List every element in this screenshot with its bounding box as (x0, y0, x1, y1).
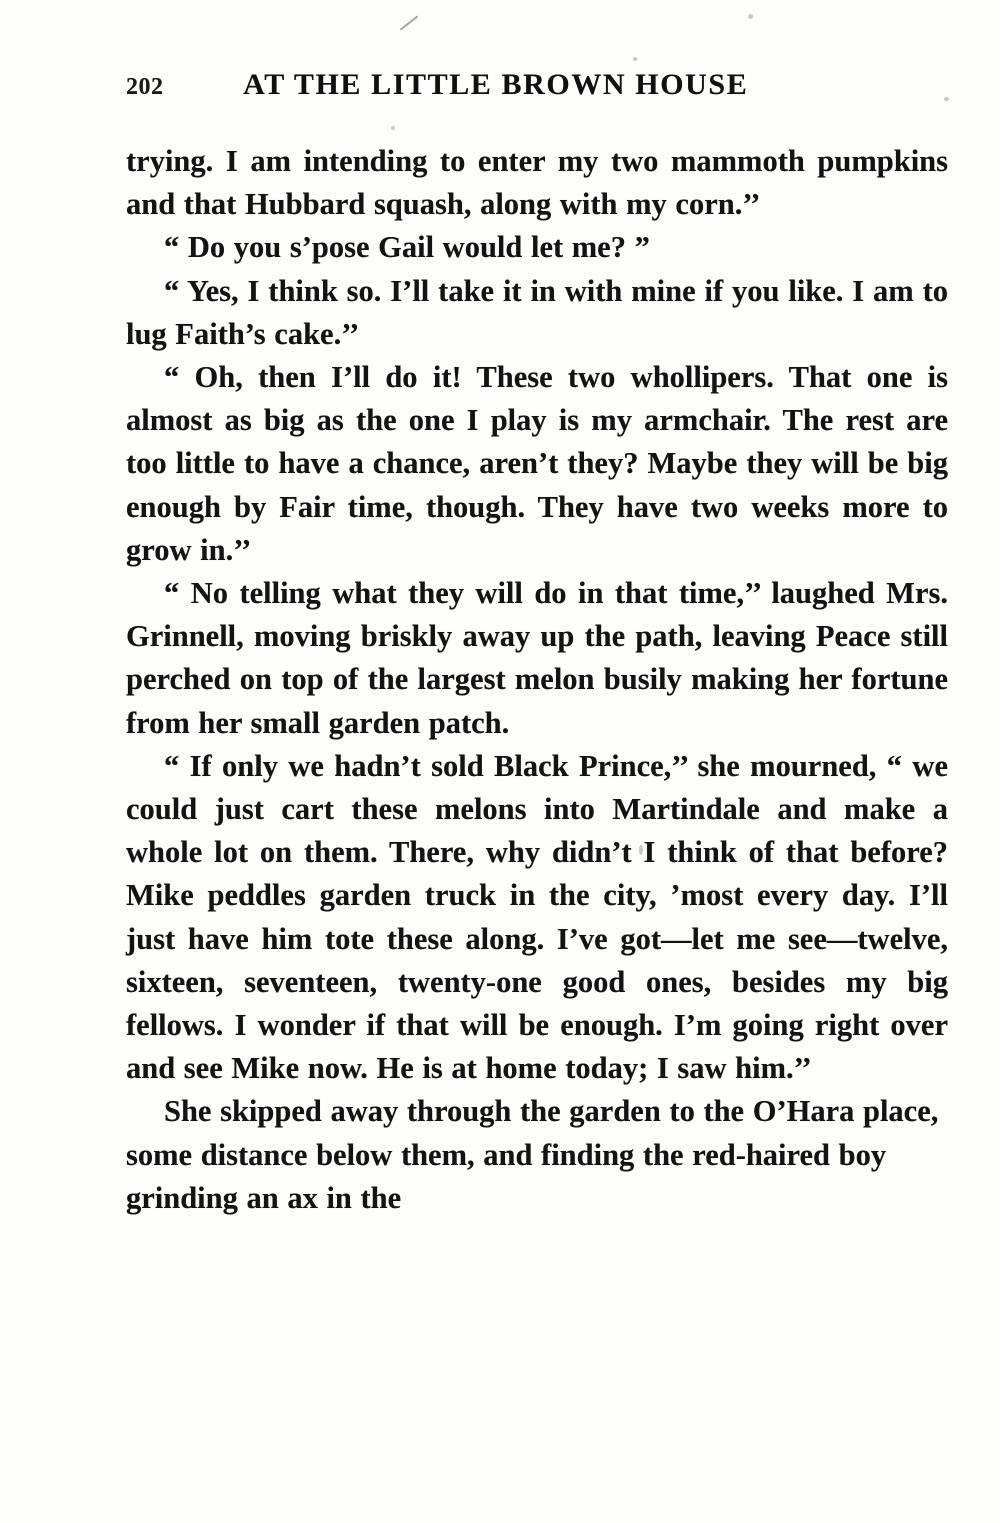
scan-mark-slash (400, 15, 419, 30)
running-head-title: AT THE LITTLE BROWN HOUSE (243, 68, 749, 101)
scan-speck (391, 126, 395, 130)
paragraph: “ No telling what they will do in that time,’’ laughed Mrs. Grinnell, moving briskly away up the path, leaving Peace still perched on top of the largest melon busily making her fortune from her small garden patch. (126, 576, 948, 740)
paragraph: “ If only we hadn’t sold Black Prince,’’ she mourned, “ we could just cart these melons into Martindale and make a whole lot on them. There, why didn’t I think of that before? Mike peddles garden truck in the city, ’most every day. I’ll just have him tote these along. I’ve got—let me see—twelve, sixteen, seventeen, twenty-one good ones, besides my big fellows. I wonder if that will be enough. I’m going right over and see Mike now. He is at home today; I saw him.’’ (126, 748, 948, 1086)
scan-speck (633, 57, 637, 61)
page-body-text (126, 140, 948, 1220)
scan-speck (748, 14, 753, 19)
paragraph: “ Do you s’pose Gail would let me? ” (164, 230, 650, 265)
page-header (126, 68, 874, 108)
page-number: 202 (126, 74, 164, 100)
paragraph: “ Oh, then I’ll do it! These two whollipers. That one is almost as big as the one I play is my armchair. The rest are too little to have a chance, aren’t they? Maybe they will be big enough by Fair time, though. They have two weeks more to grow in.’’ (126, 360, 948, 567)
scan-speck (944, 97, 949, 101)
paragraph: “ Yes, I think so. I’ll take it in with mine if you like. I am to lug Faith’s cake.’’ (126, 273, 948, 351)
paragraph: trying. I am intending to enter my two mammoth pumpkins and that Hubbard squash, along with my corn.’’ (126, 144, 948, 222)
paragraph: She skipped away through the garden to the O’Hara place, some distance below them, and finding the red-haired boy grinding an ax in the (126, 1094, 939, 1215)
